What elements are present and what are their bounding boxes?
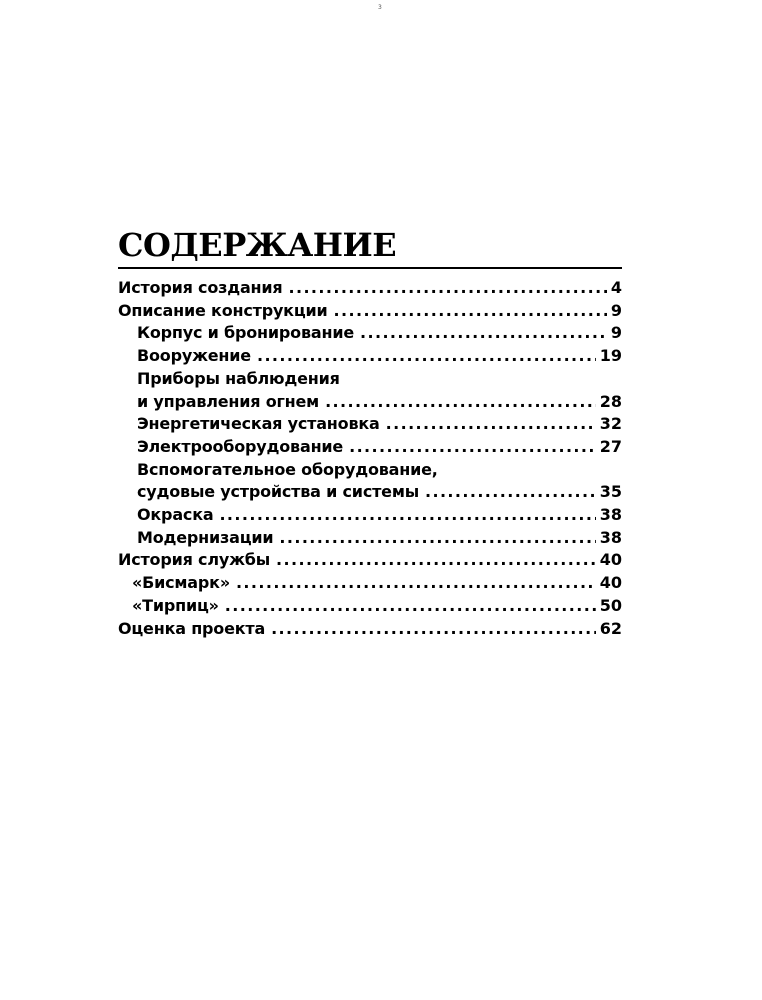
toc-entry-label: Оценка проекта — [118, 618, 266, 638]
page-folio: 3 — [378, 4, 382, 11]
toc-entry-label: История создания — [118, 278, 283, 297]
toc-entry[interactable] — [118, 300, 622, 323]
toc-page-number: 38 — [599, 505, 622, 525]
toc-entry[interactable] — [118, 459, 622, 504]
toc-page-number: 38 — [599, 527, 622, 547]
toc-entry-line — [132, 572, 622, 595]
toc-entry-line — [118, 549, 622, 572]
toc-entry[interactable] — [118, 322, 622, 345]
toc-entry[interactable] — [118, 413, 622, 436]
toc-entry[interactable] — [118, 572, 622, 595]
toc-entry-line — [137, 413, 622, 436]
toc-dot-leader — [425, 481, 596, 504]
toc-entry-line — [137, 504, 622, 527]
toc-entry-label: Корпус и бронирование — [137, 323, 355, 343]
toc-dot-leader — [276, 549, 596, 572]
toc-title: СОДЕРЖАНИЕ — [118, 226, 397, 264]
toc-entry-line — [118, 300, 622, 323]
table-of-contents — [118, 226, 622, 640]
toc-entry[interactable] — [118, 277, 622, 300]
toc-page-number: 4 — [610, 278, 622, 297]
toc-entry-label: Модернизации — [137, 527, 274, 547]
toc-page-number: 35 — [599, 482, 622, 502]
toc-entry-line — [137, 436, 622, 459]
toc-entry-label: История службы — [118, 550, 271, 570]
toc-entry-line — [137, 391, 622, 414]
toc-list — [118, 277, 622, 640]
toc-dot-leader — [360, 322, 607, 345]
toc-entry-line — [137, 481, 622, 504]
toc-entry-label: «Тирпиц» — [132, 595, 219, 615]
toc-dot-leader — [257, 345, 596, 368]
toc-dot-leader — [236, 572, 596, 595]
toc-dot-leader — [225, 595, 596, 618]
toc-entry-label: и управления огнем — [137, 391, 320, 411]
toc-entry-label: Электрооборудование — [137, 436, 344, 456]
toc-entry-line — [118, 618, 622, 641]
toc-page-number: 50 — [599, 595, 622, 615]
toc-entry-label: Вспомогательное оборудование, — [137, 459, 438, 479]
toc-dot-leader — [349, 436, 596, 459]
toc-page-number: 32 — [599, 414, 622, 434]
toc-entry-label: судовые устройства и системы — [137, 482, 419, 502]
toc-entry-line — [137, 322, 622, 345]
toc-page-number: 9 — [610, 323, 622, 343]
toc-entry-label: Вооружение — [137, 346, 251, 366]
toc-dot-leader — [271, 618, 596, 641]
toc-entry-line — [137, 527, 622, 550]
toc-dot-leader — [279, 527, 595, 550]
toc-entry[interactable] — [118, 345, 622, 368]
toc-entry-label: Описание конструкции — [118, 300, 328, 320]
toc-entry[interactable] — [118, 368, 622, 413]
toc-page-number: 9 — [610, 300, 622, 320]
toc-entry-line — [137, 345, 622, 368]
toc-entry[interactable] — [118, 504, 622, 527]
toc-entry-line — [137, 368, 622, 391]
toc-entry-line — [118, 277, 622, 300]
toc-page-number: 19 — [599, 346, 622, 366]
toc-entry-label: «Бисмарк» — [132, 573, 230, 593]
toc-dot-leader — [334, 300, 607, 323]
toc-page-number: 27 — [599, 436, 622, 456]
toc-entry[interactable] — [118, 527, 622, 550]
toc-entry[interactable] — [118, 436, 622, 459]
toc-page-number: 28 — [599, 391, 622, 411]
toc-page-number: 40 — [599, 573, 622, 593]
toc-dot-leader — [325, 391, 596, 414]
toc-entry-line — [132, 595, 622, 618]
toc-entry[interactable] — [118, 595, 622, 618]
toc-dot-leader — [386, 413, 596, 436]
toc-entry-label: Приборы наблюдения — [137, 368, 340, 388]
title-rule — [118, 267, 622, 269]
toc-entry[interactable] — [118, 618, 622, 641]
toc-entry[interactable] — [118, 549, 622, 572]
toc-entry-label: Окраска — [137, 505, 214, 525]
toc-page-number: 40 — [599, 550, 622, 570]
toc-page-number: 62 — [599, 618, 622, 638]
toc-entry-line — [137, 459, 622, 482]
toc-dot-leader — [288, 277, 606, 300]
toc-dot-leader — [219, 504, 595, 527]
toc-entry-label: Энергетическая установка — [137, 414, 380, 434]
